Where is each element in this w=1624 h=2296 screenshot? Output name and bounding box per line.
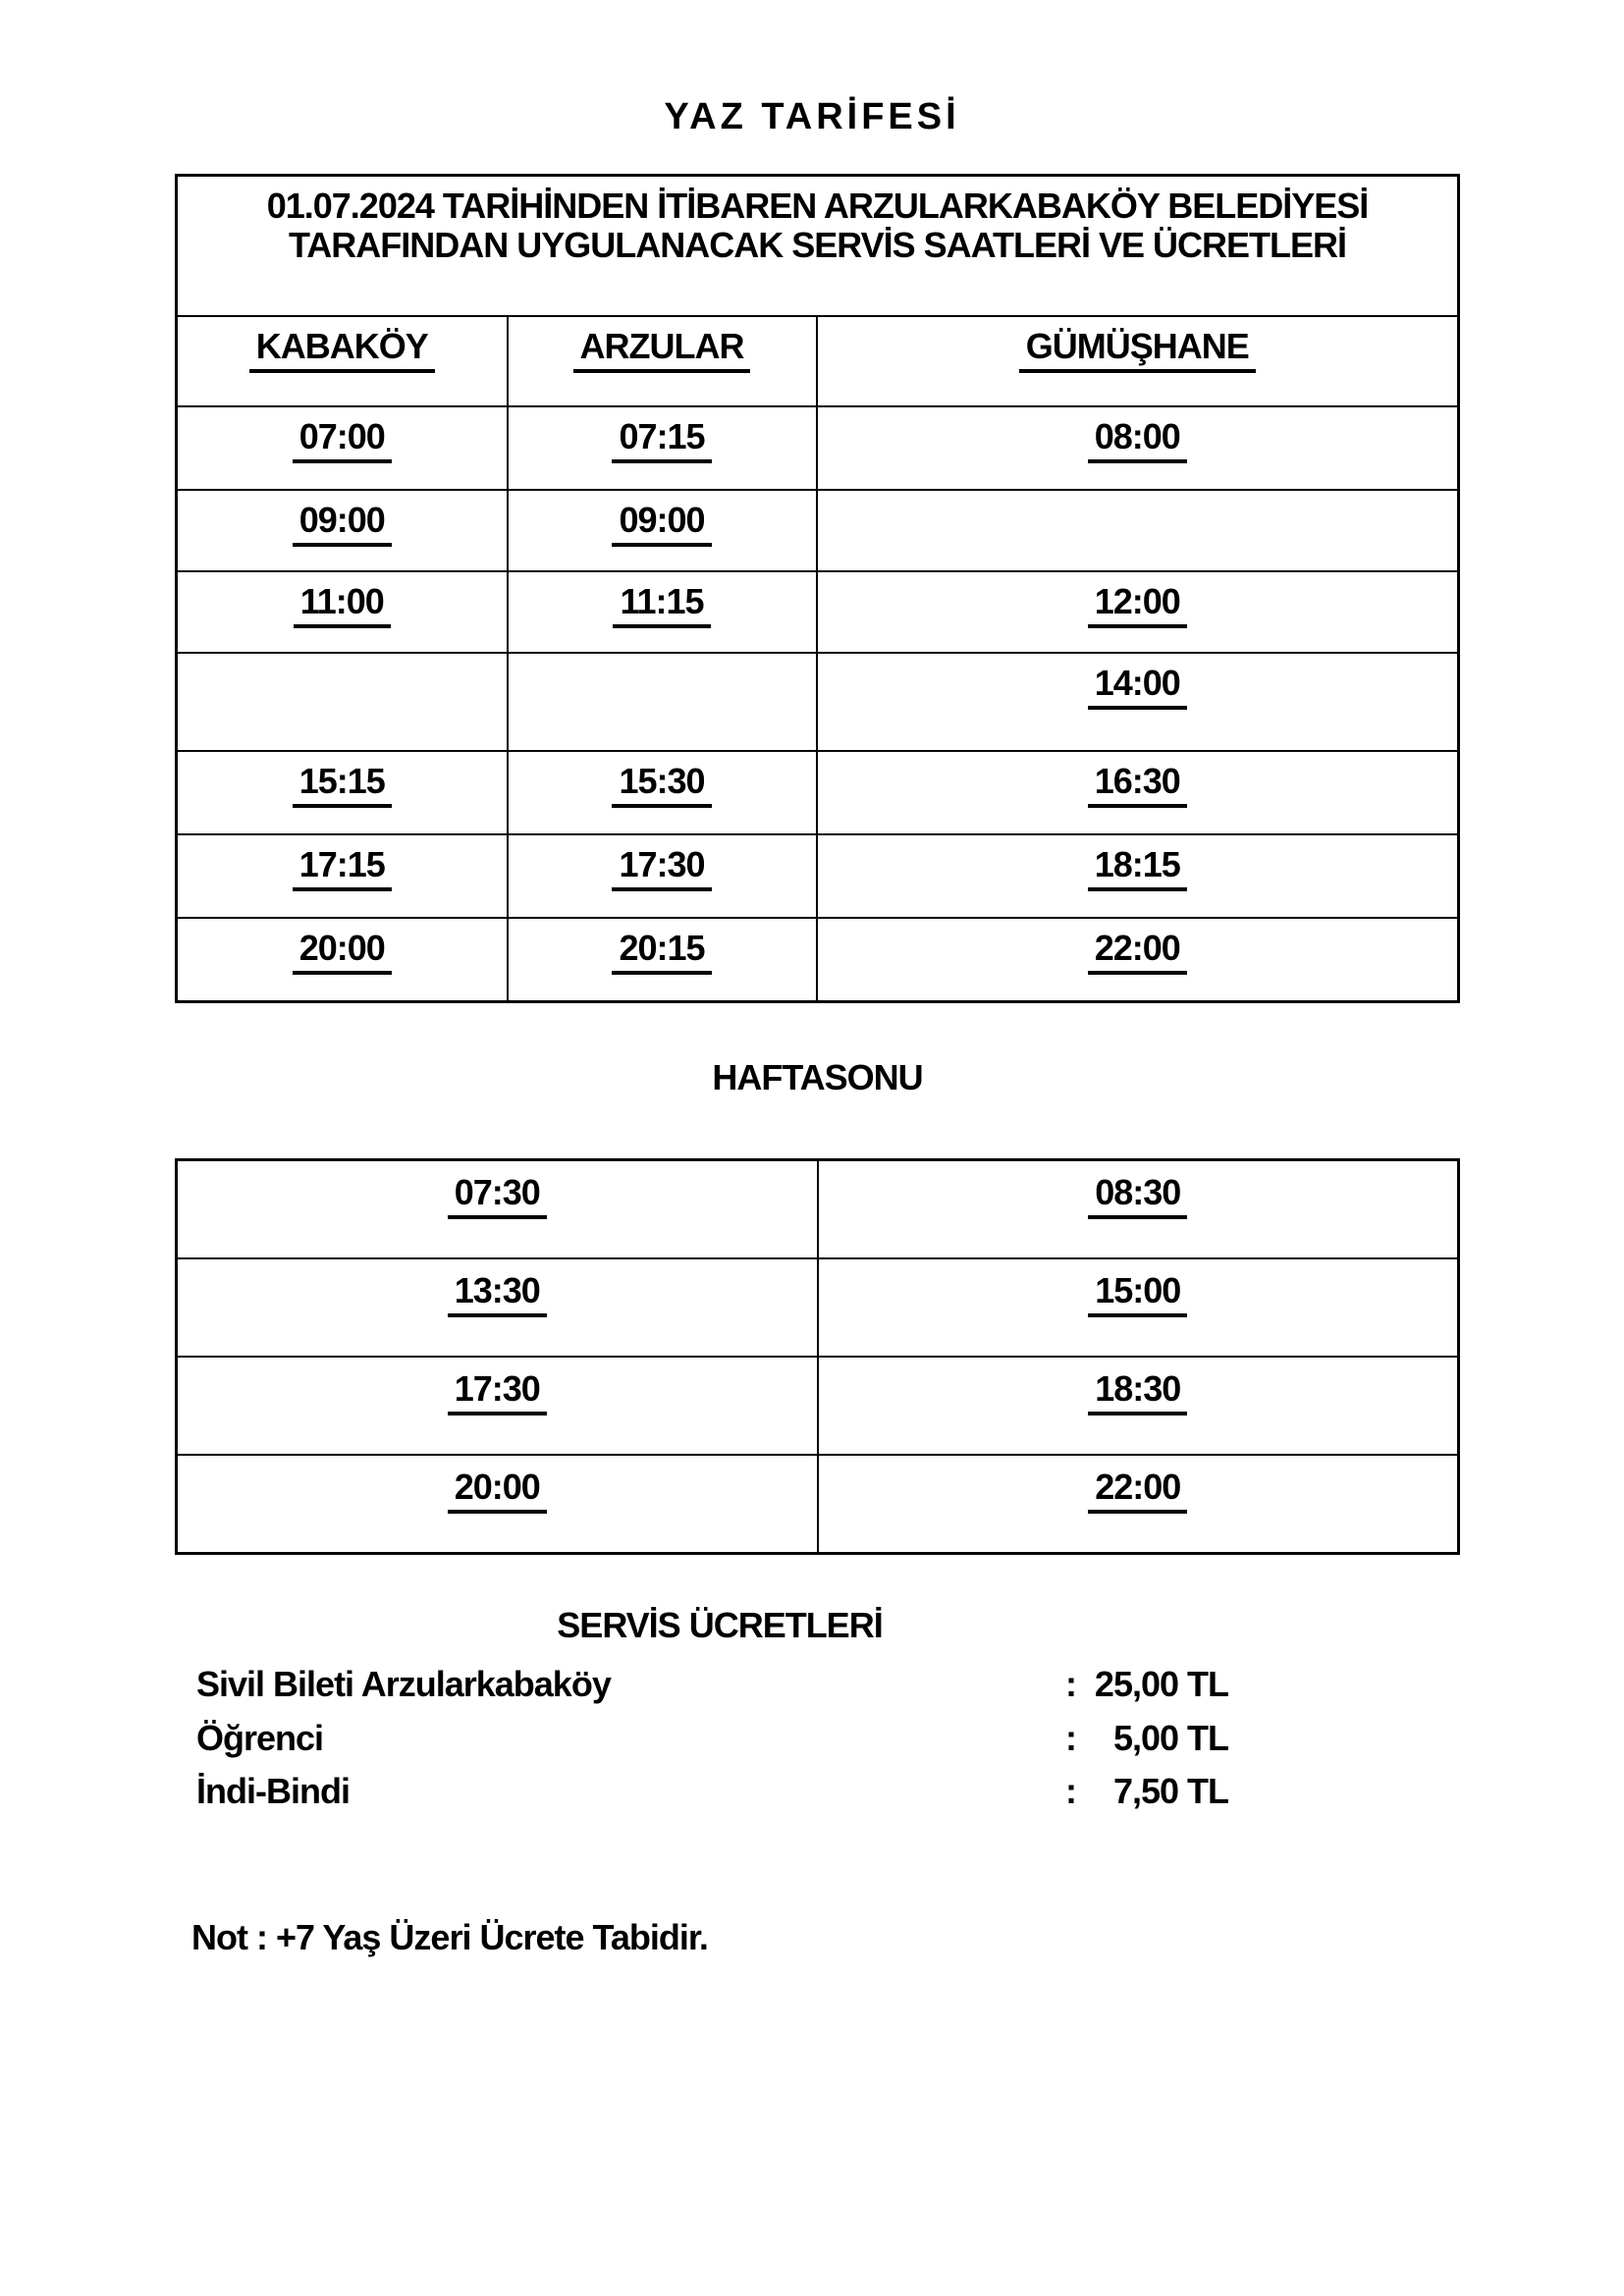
fee-colon: : [1065,1664,1076,1704]
time-value: 13:30 [448,1271,547,1317]
table-caption-cell [177,176,1459,317]
weekday-schedule-table [175,174,1460,1003]
column-header-label: GÜMÜŞHANE [1019,327,1256,373]
time-value: 07:15 [612,417,711,463]
fee-price [1065,1717,1228,1760]
age-note: Not : +7 Yaş Üzeri Ücrete Tabidir. [191,1917,708,1957]
time-value: 12:00 [1088,582,1187,628]
time-value: 07:30 [448,1173,547,1219]
fee-label: İndi-Bindi [196,1771,350,1811]
time-value: 20:00 [448,1468,547,1514]
column-header-gumushane [817,316,1459,406]
time-cell [817,490,1459,571]
table-row [177,490,1459,571]
time-cell [817,571,1459,653]
time-cell [508,406,817,490]
time-value: 11:15 [613,582,710,628]
fee-row [196,1717,1434,1760]
table-caption-row [177,176,1459,317]
time-cell [177,1160,818,1259]
fee-price [1065,1663,1228,1706]
time-cell [818,1455,1459,1554]
time-cell [818,1258,1459,1357]
table-row [177,1357,1459,1455]
time-cell [508,490,817,571]
table-row [177,406,1459,490]
fee-price [1065,1770,1228,1813]
time-value: 14:00 [1088,664,1187,710]
time-value: 16:30 [1088,762,1187,808]
table-row [177,1455,1459,1554]
fee-row [196,1770,1434,1813]
time-cell [508,751,817,834]
time-value: 17:15 [293,845,392,891]
time-value: 17:30 [612,845,711,891]
time-cell [818,1357,1459,1455]
table-row [177,571,1459,653]
time-value: 20:00 [293,929,392,975]
time-cell [177,1455,818,1554]
time-cell [817,834,1459,918]
table-row [177,1258,1459,1357]
column-header-label: KABAKÖY [249,327,435,373]
weekend-heading: HAFTASONU [712,1057,923,1097]
time-cell [817,653,1459,751]
table-row [177,1160,1459,1259]
fee-row [196,1663,1434,1706]
weekend-schedule-table [175,1158,1460,1555]
time-cell [177,490,508,571]
time-cell [508,571,817,653]
time-value: 15:15 [293,762,392,808]
column-header-arzular [508,316,817,406]
time-value: 18:15 [1088,845,1187,891]
fee-colon: : [1065,1718,1076,1758]
time-value: 18:30 [1088,1369,1187,1415]
time-cell [817,406,1459,490]
fee-amount: 25,00 TL [1094,1664,1228,1704]
document-title: YAZ TARİFESİ [664,96,960,137]
time-value: 15:00 [1088,1271,1187,1317]
time-value: 20:15 [612,929,711,975]
table-row [177,653,1459,751]
time-cell [177,406,508,490]
column-header-kabakoy [177,316,508,406]
time-cell [508,834,817,918]
fee-amount: 7,50 TL [1112,1771,1228,1811]
time-cell [817,751,1459,834]
time-value: 07:00 [293,417,392,463]
column-header-label: ARZULAR [573,327,751,373]
time-cell [177,1258,818,1357]
time-value: 08:00 [1088,417,1187,463]
time-cell [508,918,817,1002]
time-cell [177,751,508,834]
time-cell [177,1357,818,1455]
column-header-row [177,316,1459,406]
caption-line-1: 01.07.2024 TARİHİNDEN İTİBAREN ARZULARKABAKÖY BELEDİYESİ [266,186,1369,226]
time-cell [177,653,508,751]
time-cell [177,918,508,1002]
fee-colon: : [1065,1771,1076,1811]
fee-amount: 5,00 TL [1112,1718,1228,1758]
time-value: 15:30 [612,762,711,808]
time-value: 09:00 [612,501,711,547]
time-cell [177,571,508,653]
caption-line-2: TARAFINDAN UYGULANACAK SERVİS SAATLERİ VE ÜCRETLERİ [288,225,1347,265]
fees-heading: SERVİS ÜCRETLERİ [557,1605,883,1645]
time-cell [817,918,1459,1002]
time-value: 09:00 [293,501,392,547]
time-value: 22:00 [1088,929,1187,975]
table-row [177,834,1459,918]
fee-label: Öğrenci [196,1718,324,1758]
time-cell [508,653,817,751]
table-row [177,918,1459,1002]
fee-label: Sivil Bileti Arzularkabaköy [196,1664,611,1704]
time-cell [177,834,508,918]
time-value: 08:30 [1088,1173,1187,1219]
time-value: 11:00 [294,582,391,628]
time-cell [818,1160,1459,1259]
time-value: 22:00 [1088,1468,1187,1514]
table-row [177,751,1459,834]
time-value: 17:30 [448,1369,547,1415]
